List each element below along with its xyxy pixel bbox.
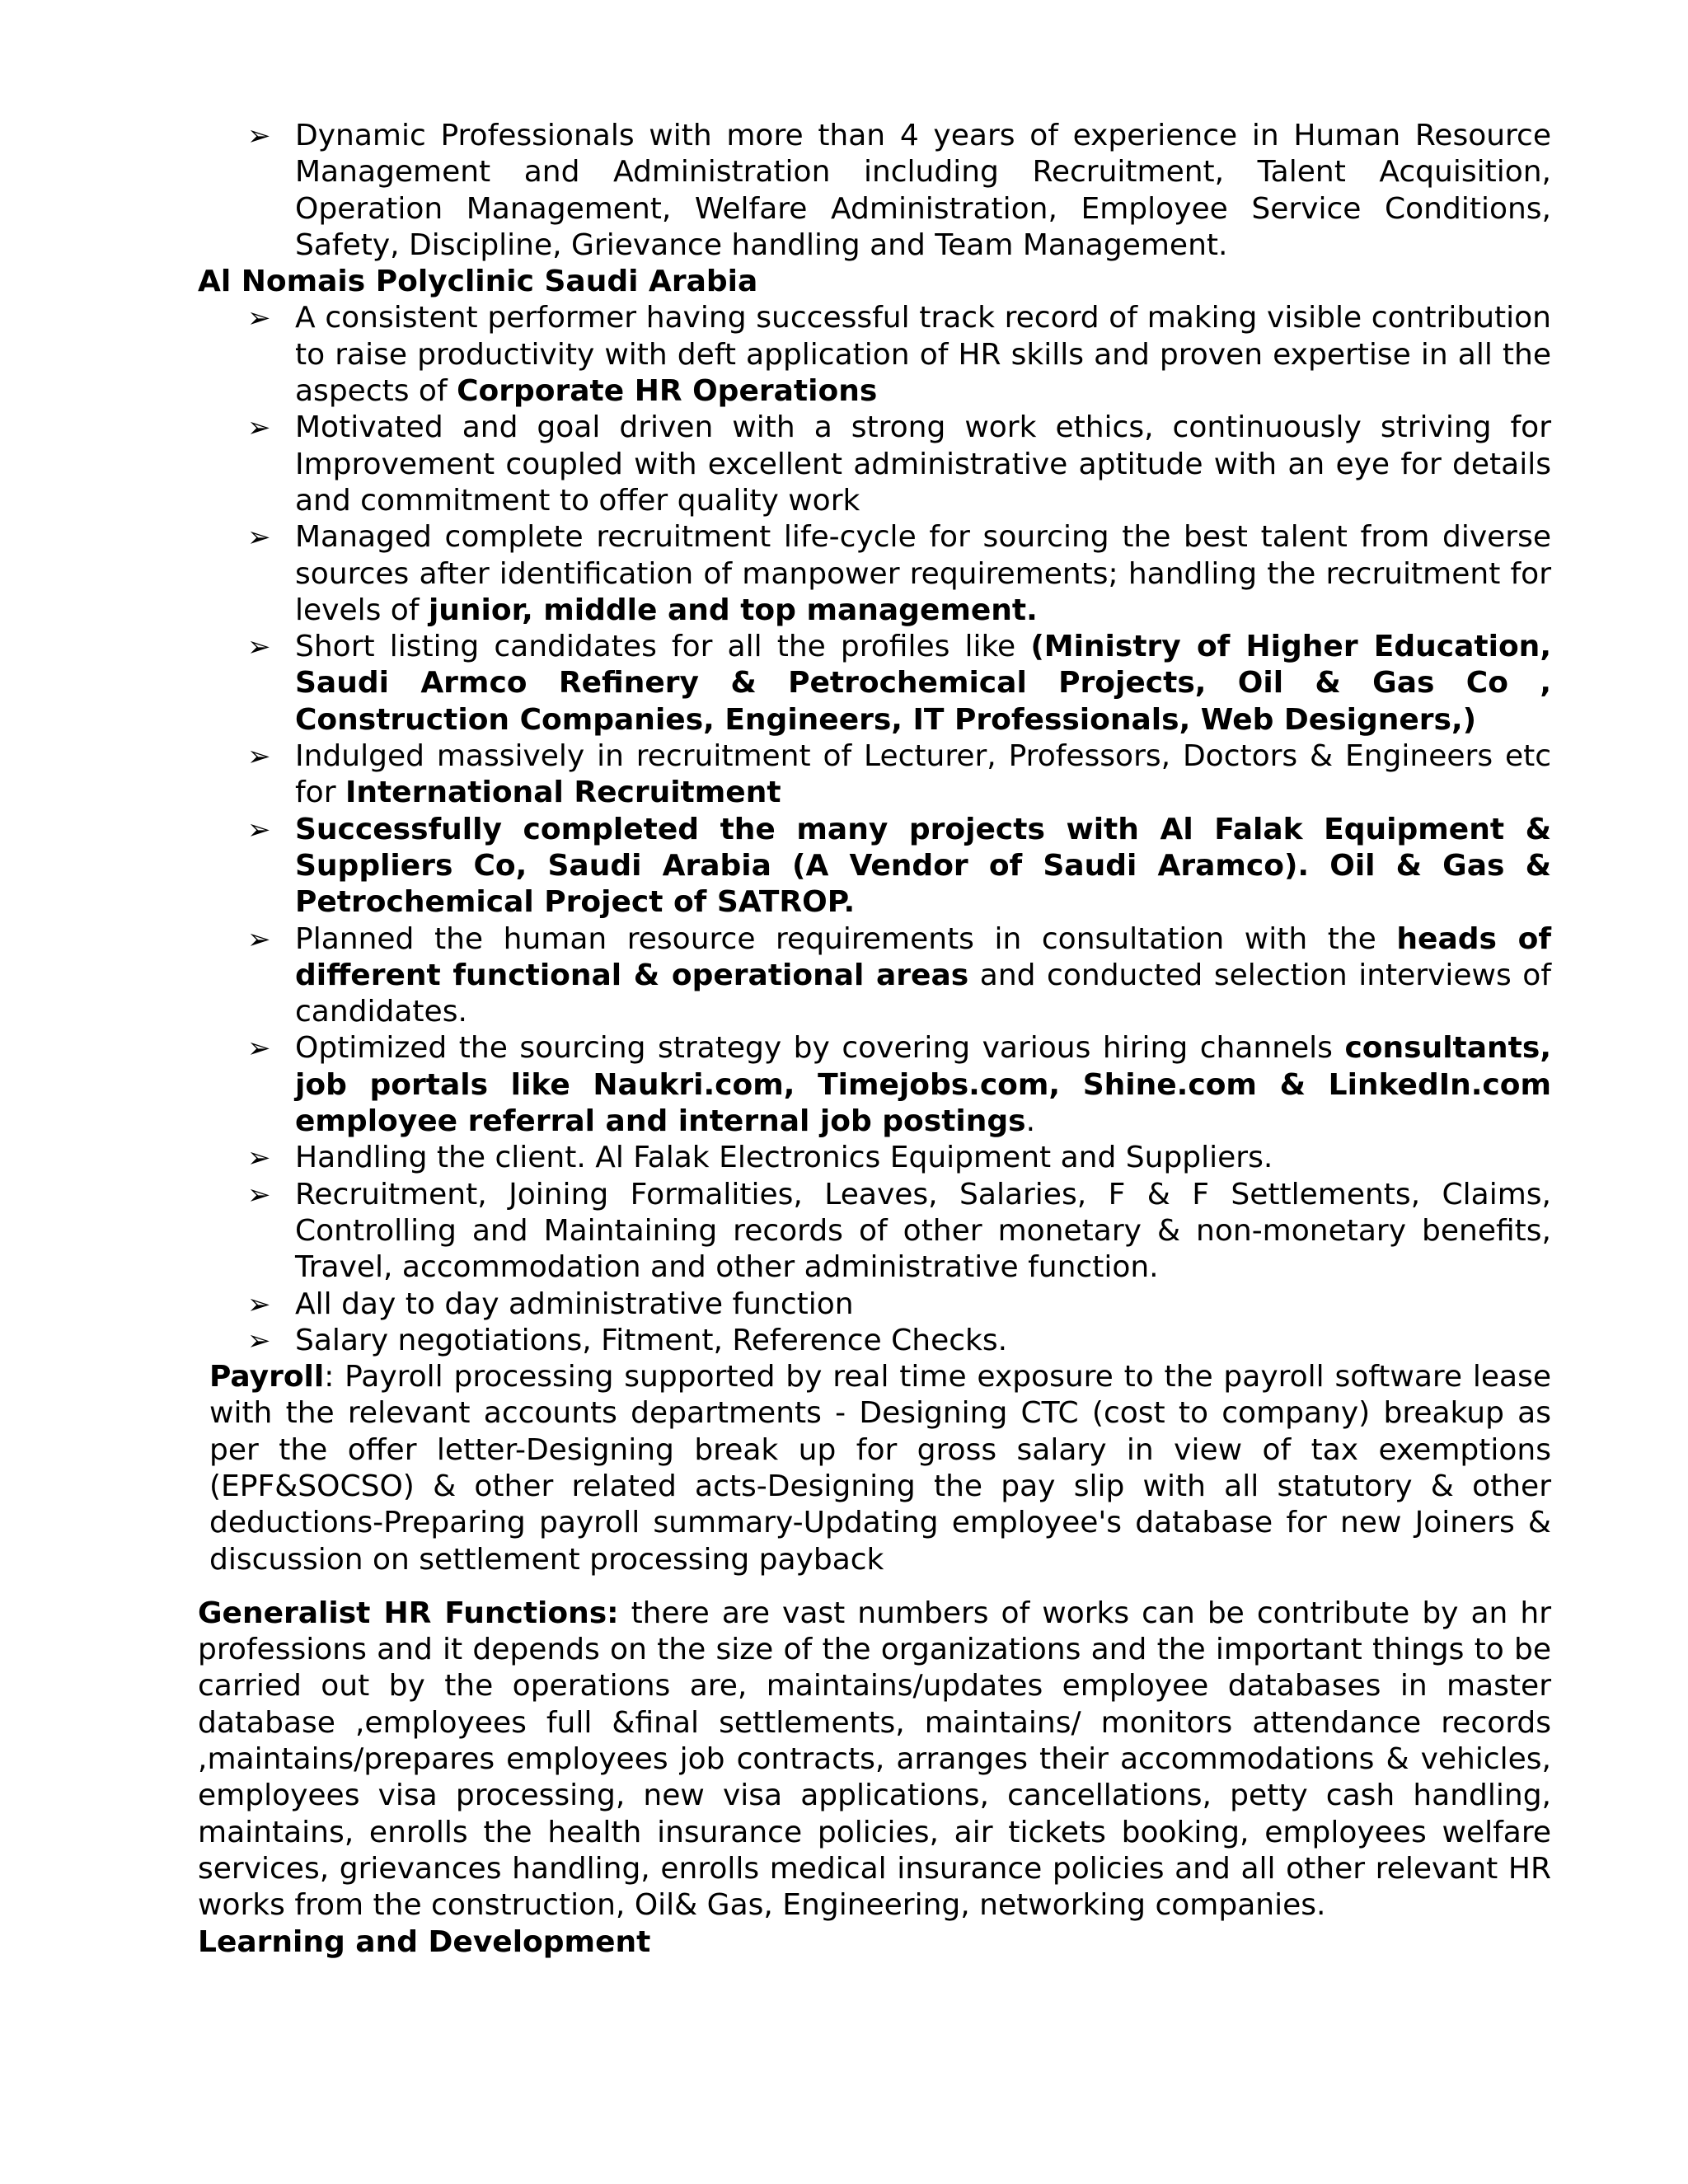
bullet-text	[295, 1177, 1551, 1286]
generalist-paragraph	[198, 1596, 1551, 1924]
list-item	[247, 519, 1551, 629]
bullet-text-pre: All day to day administrative function	[295, 1286, 854, 1321]
bullet-text	[295, 738, 1551, 812]
section-title: Al Nomais Polyclinic Saudi Arabia	[198, 265, 758, 299]
bullet-text-bold: International Recruitment	[345, 776, 781, 810]
arrowhead-bullet-icon: ➢	[247, 1141, 271, 1175]
list-item	[247, 1030, 1551, 1140]
bullet-text	[295, 1030, 1551, 1140]
bullet-text-bold: Successfully completed the many projects with Al Falak Equipment & Suppliers Co, Saudi Arabia (A Vendor of Saudi Aramco). Oil & Gas & Petrochemical Project of SATROP.	[295, 812, 1551, 920]
bullet-text	[295, 1286, 1551, 1323]
list-item	[247, 738, 1551, 812]
list-item	[247, 921, 1552, 1031]
bullet-text-bold: heads of different functional & operational areas	[295, 921, 1551, 992]
intro-summary: Dynamic Professionals with more than 4 years of experience in Human Resource Management and Administration including Recruitment, Talent Acquisition, Operation Management, Welfare Administration, Employee Service Conditions, Safety, Discipline, Grievance handling and Team Management.	[295, 119, 1551, 262]
bullet-text	[295, 921, 1551, 1031]
bullet-text-pre: Motivated and goal driven with a strong work ethics, continuously striving for Improvement coupled with excellent administrative aptitude with an eye for details and commitment to offer quality work	[295, 410, 1551, 518]
arrowhead-bullet-icon: ➢	[247, 1324, 271, 1357]
arrowhead-bullet-icon: ➢	[247, 411, 271, 445]
list-item	[247, 118, 1551, 264]
bullet-text-bold: Corporate HR Operations	[457, 374, 878, 409]
list-item	[247, 1140, 1551, 1176]
bullet-text	[295, 519, 1551, 629]
bullet-text	[295, 1140, 1551, 1176]
bullet-text-bold: (Ministry of Higher Education, Saudi Armco Refinery & Petrochemical Projects, Oil & Gas Co , Construction Companies, Engineers, IT Professionals, Web Designers,)	[295, 630, 1551, 737]
arrowhead-bullet-icon: ➢	[247, 1178, 271, 1212]
list-item	[247, 300, 1551, 410]
bullet-text	[295, 300, 1551, 410]
arrowhead-bullet-icon: ➢	[247, 630, 271, 664]
bullet-text	[295, 812, 1551, 921]
bullet-text-pre: Managed complete recruitment life-cycle for sourcing the best talent from diverse sources after identification of manpower requirements; handling the recruitment for levels of	[295, 520, 1551, 627]
bullet-text-pre: Salary negotiations, Fitment, Reference Checks.	[295, 1323, 1008, 1357]
bullet-text-pre: Short listing candidates for all the profiles like	[295, 630, 1031, 664]
list-item	[247, 629, 1551, 738]
bullet-text	[295, 410, 1551, 519]
payroll-text: : Payroll processing supported by real time exposure to the payroll software lease with the relevant accounts departments - Designing CTC (cost to company) breakup as per the offer letter-Designing break up for gross salary in view of tax exemptions (EPF&SOCSO) & other related acts-Designing the pay slip with all statutory & other deductions-Preparing payroll summary-Updating employee's database for new Joiners & discussion on settlement processing payback	[209, 1360, 1551, 1577]
arrowhead-bullet-icon: ➢	[247, 813, 271, 846]
generalist-label: Generalist HR Functions:	[198, 1596, 619, 1630]
bullet-text-post: and conducted selection interviews of candidates.	[295, 958, 1552, 1029]
arrowhead-bullet-icon: ➢	[247, 1032, 271, 1066]
bullet-text-pre: Handling the client. Al Falak Electronics Equipment and Suppliers.	[295, 1141, 1273, 1175]
bullet-text-pre: Indulged massively in recruitment of Lecturer, Professors, Doctors & Engineers etc for	[295, 739, 1551, 810]
arrowhead-bullet-icon: ➢	[247, 302, 271, 335]
bullet-text	[295, 1323, 1551, 1359]
list-item	[247, 812, 1551, 921]
bullet-text-bold: consultants, job portals like Naukri.com, Timejobs.com, Shine.com & LinkedIn.com employee referral and internal job postings	[295, 1031, 1551, 1139]
bullet-text-post: .	[1025, 1104, 1036, 1139]
bullet-text-bold: junior, middle and top management.	[428, 593, 1038, 627]
list-item	[247, 1286, 1551, 1323]
arrowhead-bullet-icon: ➢	[247, 922, 271, 956]
payroll-label: Payroll	[209, 1360, 325, 1394]
list-item	[247, 1177, 1551, 1286]
generalist-text: there are vast numbers of works can be contribute by an hr professions and it depends on the size of the organizations and the important things to be carried out by the operations are, maintains/updates employee databases in master database ,employees full &final settlements, maintains/ monitors attendance records ,maintains/prepares employees job contracts, arranges their accommodations & vehicles, employees visa processing, new visa applications, cancellations, petty cash handling, maintains, enrolls the health insurance policies, air tickets booking, employees welfare services, grievances handling, enrolls medical insurance policies and all other relevant HR works from the construction, Oil& Gas, Engineering, networking companies.	[198, 1596, 1552, 1923]
bullet-text-pre: Recruitment, Joining Formalities, Leaves, Salaries, F & F Settlements, Claims, Controlling and Maintaining records of other monetary & non-monetary benefits, Travel, accommodation and other administrative function.	[295, 1177, 1551, 1285]
footer-heading: Learning and Development	[198, 1924, 651, 1959]
arrowhead-bullet-icon: ➢	[247, 521, 271, 555]
bullet-text	[295, 629, 1551, 738]
list-item	[247, 1323, 1551, 1359]
bullet-text-pre: Optimized the sourcing strategy by covering various hiring channels	[295, 1031, 1345, 1066]
arrowhead-bullet-icon: ➢	[247, 120, 271, 152]
experience-bullet-list	[0, 300, 1688, 1359]
payroll-paragraph	[209, 1359, 1551, 1578]
bullet-text-pre: Planned the human resource requirements in consultation with the	[295, 921, 1397, 956]
arrowhead-bullet-icon: ➢	[247, 740, 271, 774]
intro-list	[0, 118, 1688, 264]
list-item	[247, 410, 1551, 519]
arrowhead-bullet-icon: ➢	[247, 1287, 271, 1321]
bullet-text-pre: A consistent performer having successful track record of making visible contribution to raise productivity with deft application of HR skills and proven expertise in all the aspects of	[295, 301, 1551, 409]
